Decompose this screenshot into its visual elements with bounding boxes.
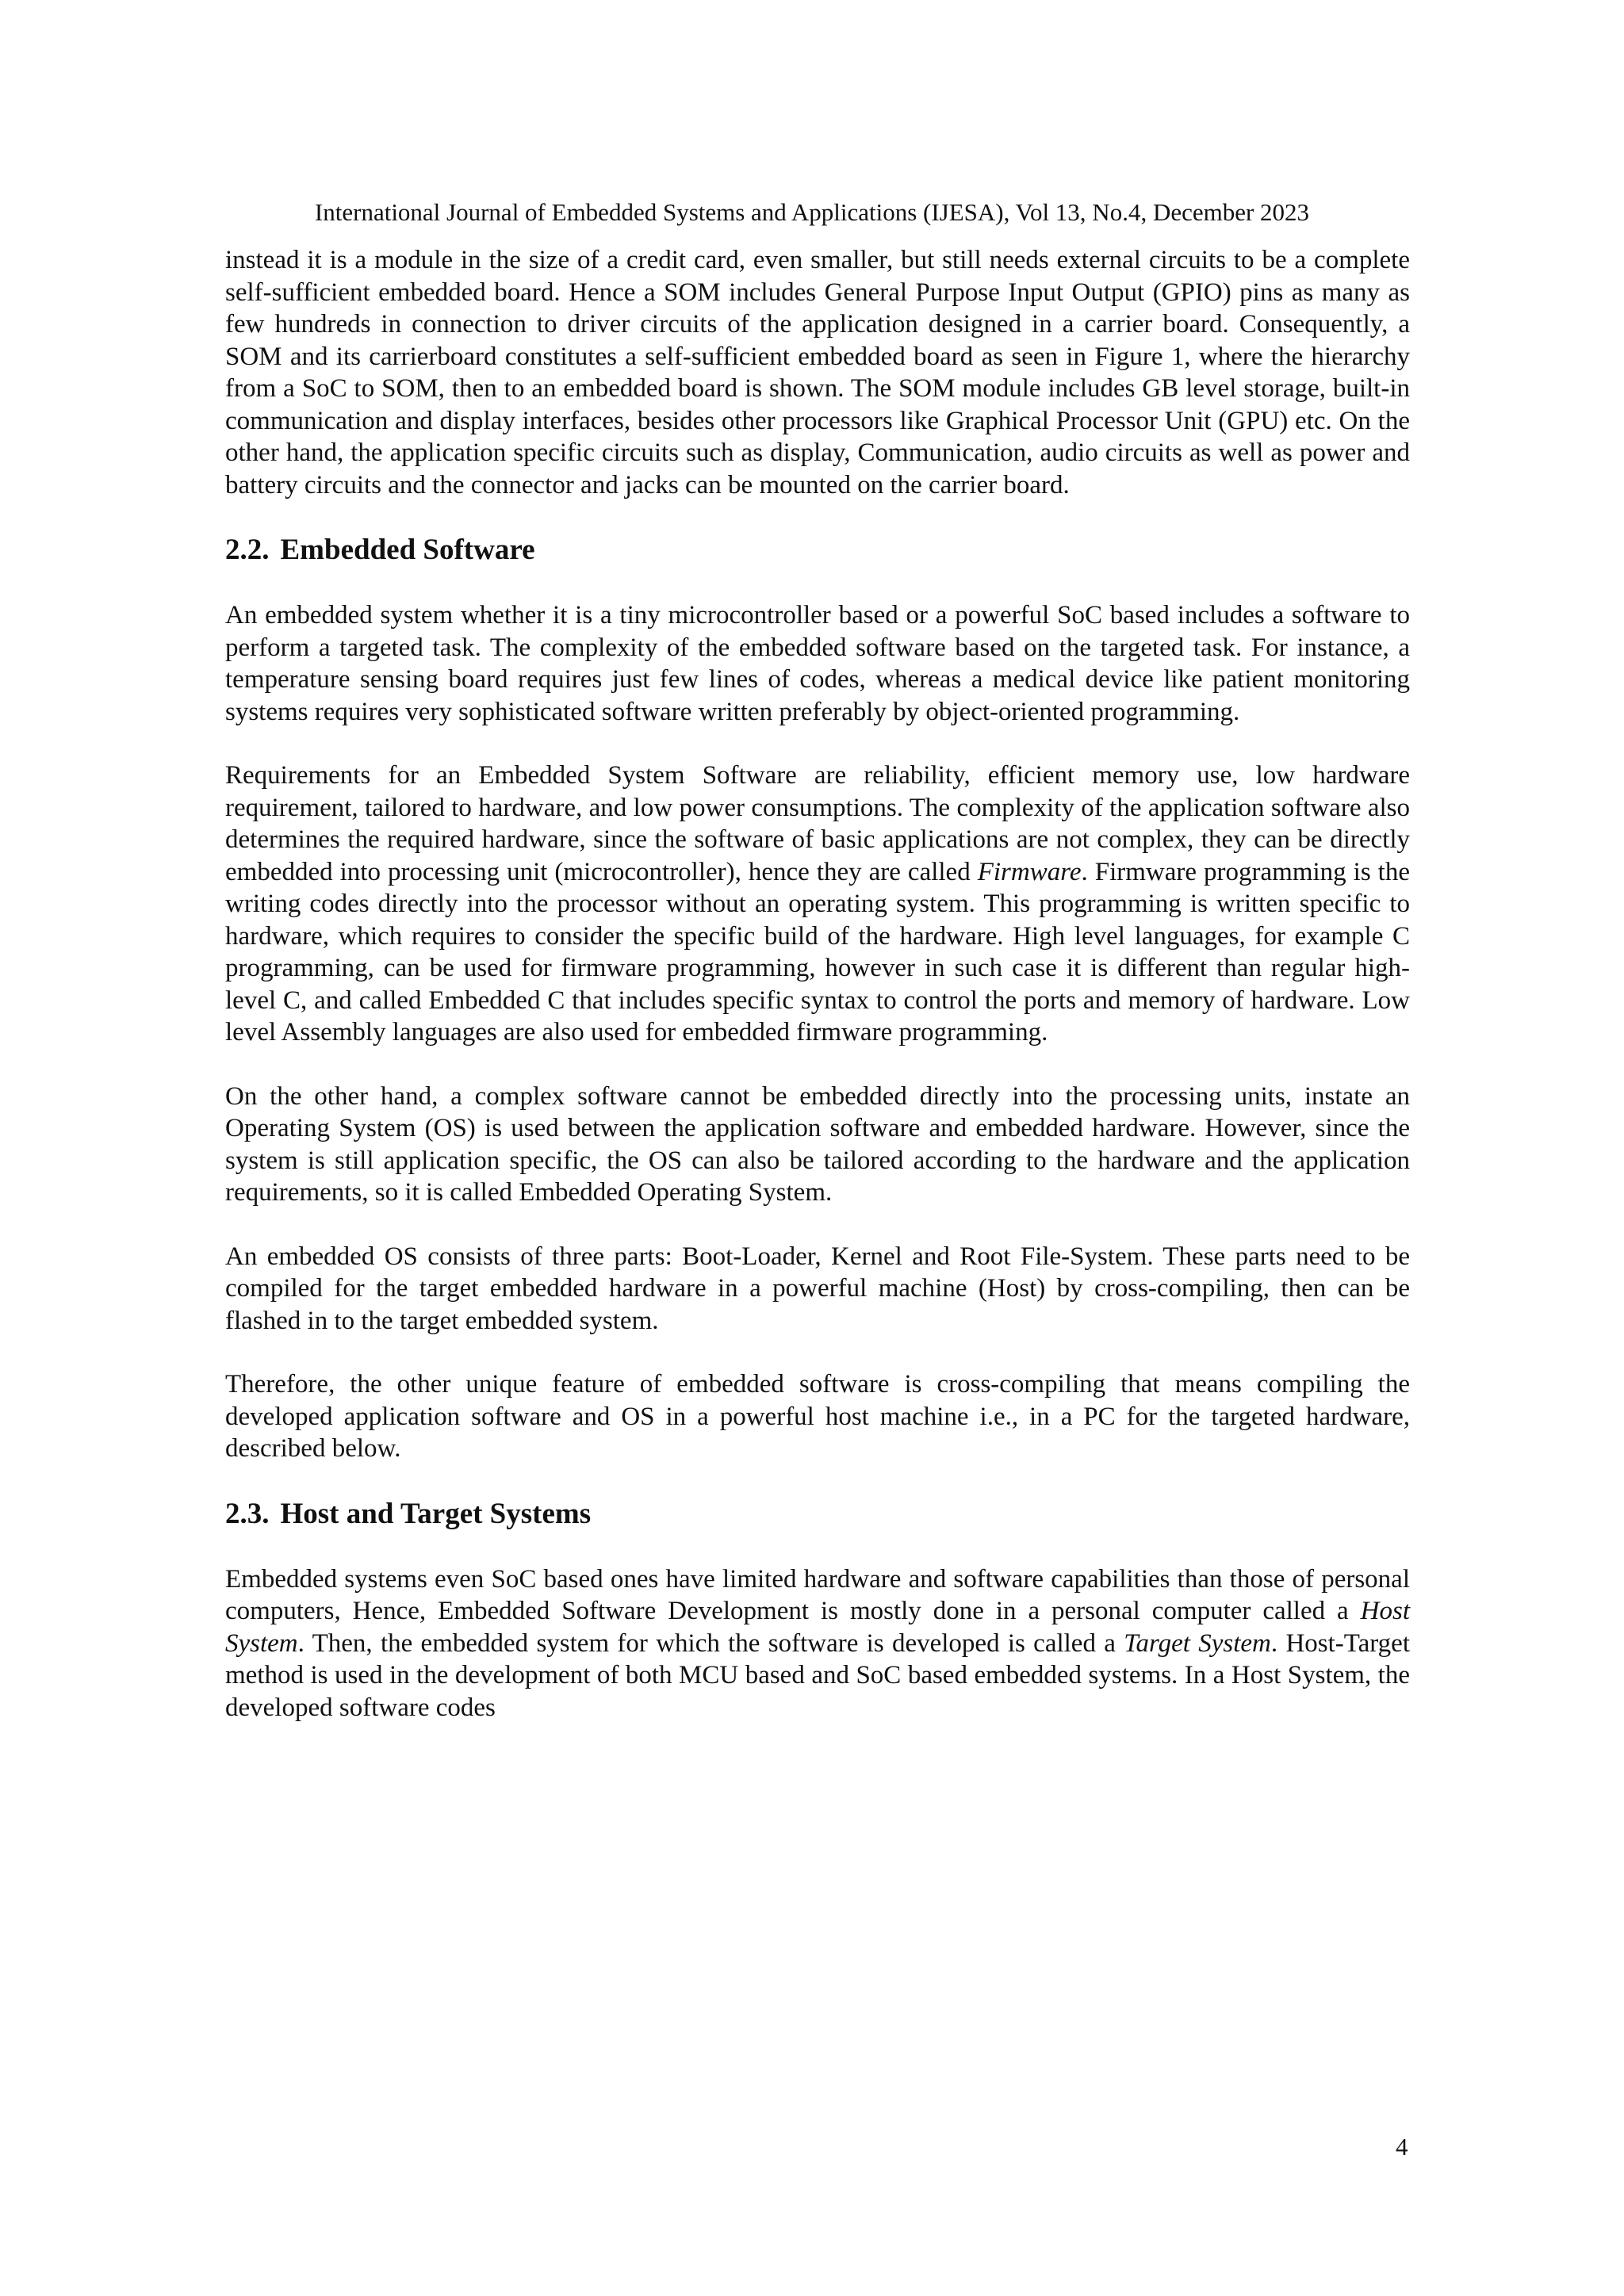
running-header: International Journal of Embedded Systems and Applications (IJESA), Vol 13, No.4, December 2023 <box>314 198 1310 226</box>
section-heading-2-3 <box>225 1497 1410 1532</box>
section-title: Host and Target Systems <box>280 1497 592 1530</box>
term-firmware: Firmware <box>977 857 1082 886</box>
text-span: Embedded systems even SoC based ones have limited hardware and software capabilities than those of personal computers, Hence, Embedded Software Development is mostly done in a personal computer called a <box>225 1564 1410 1625</box>
paragraph-embedded-os: An embedded OS consists of three parts: Boot-Loader, Kernel and Root File-System. These parts need to be compiled for the target embedded hardware in a powerful machine (Host) by cross-compiling, then can be flashed in to the target embedded system. <box>225 1242 1410 1335</box>
text-span: . Host-Target method is used in the development of both MCU based and SoC based embedded systems. In a Host System, the developed software codes <box>225 1628 1410 1722</box>
text-span: . Then, the embedded system for which the software is developed is called a <box>297 1628 1124 1658</box>
section-number: 2.3. <box>225 1497 270 1530</box>
paragraph-som: instead it is a module in the size of a credit card, even smaller, but still needs external circuits to be a complete self-sufficient embedded board. Hence a SOM includes General Purpose Input Output (GPIO) pins as many as few hundreds in connection to driver circuits of the application designed in a carrier board. Consequently, a SOM and its carrierboard constitutes a self-sufficient embedded board as seen in Figure 1, where the hierarchy from a SoC to SOM, then to an embedded board is shown. The SOM module includes GB level storage, built-in communication and display interfaces, besides other processors like Graphical Processor Unit (GPU) etc. On the other hand, the application specific circuits such as display, Communication, audio circuits as well as power and battery circuits and the connector and jacks can be mounted on the carrier board. <box>225 246 1410 499</box>
paragraph-host-target <box>225 1563 1410 1724</box>
section-title: Embedded Software <box>280 534 535 566</box>
body-text <box>225 244 1410 1755</box>
paragraph-requirements <box>225 760 1410 1049</box>
page-number: 4 <box>1396 2133 1408 2160</box>
paragraph-embedded-software-intro: An embedded system whether it is a tiny microcontroller based or a powerful SoC based includes a software to perform a targeted task. The complexity of the embedded software based on the targeted task. For instance, a temperature sensing board requires just few lines of codes, whereas a medical device like patient monitoring systems requires very sophisticated software written preferably by object-oriented programming. <box>225 601 1410 726</box>
text-span: Requirements for an Embedded System Software are reliability, efficient memory use, low hardware requirement, tailored to hardware, and low power consumptions. The complexity of the application software also determines the required hardware, since the software of basic applications are not complex, they can be directly embedded into processing unit (microcontroller), hence they are called <box>225 761 1410 886</box>
section-heading-2-2 <box>225 533 1410 568</box>
paragraph-cross-compiling: Therefore, the other unique feature of embedded software is cross-compiling that means compiling the developed application software and OS in a powerful host machine i.e., in a PC for the targeted hardware, described below. <box>225 1370 1410 1463</box>
text-span: . Firmware programming is the writing codes directly into the processor without an operating system. This programming is written specific to hardware, which requires to consider the specific build of the hardware. High level languages, for example C programming, can be used for firmware programming, however in such case it is different than regular high-level C, and called Embedded C that includes specific syntax to control the ports and memory of hardware. Low level Assembly languages are also used for embedded firmware programming. <box>225 857 1410 1047</box>
term-host-system: Host System <box>225 1597 1410 1658</box>
section-number: 2.2. <box>225 534 270 566</box>
paragraph-operating-system: On the other hand, a complex software cannot be embedded directly into the processing units, instate an Operating System (OS) is used between the application software and embedded hardware. However, since the system is still application specific, the OS can also be tailored according to the hardware and the application requirements, so it is called Embedded Operating System. <box>225 1081 1410 1207</box>
term-target-system: Target System <box>1124 1628 1271 1658</box>
